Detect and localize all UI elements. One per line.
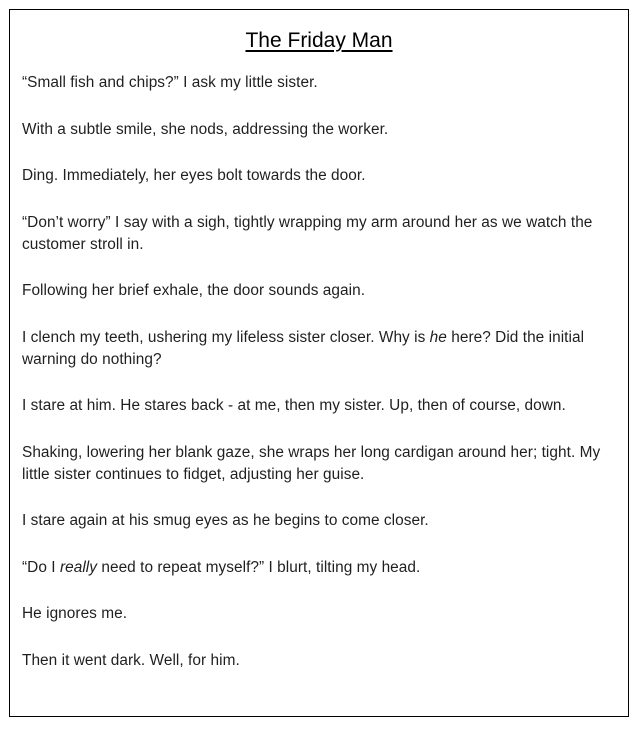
paragraph-text: I stare at him. He stares back - at me, then my sister. Up, then of course, down. — [22, 397, 566, 414]
paragraph-7 — [22, 395, 622, 417]
paragraph-text: I stare again at his smug eyes as he begins to come closer. — [22, 512, 429, 529]
emphasis-text: he — [429, 328, 447, 346]
paragraph-text: “Do I — [22, 558, 60, 576]
paragraph-text: I clench my teeth, ushering my lifeless sister closer. Why is — [22, 328, 430, 346]
document-frame — [9, 9, 629, 717]
paragraph-text: He ignores me. — [22, 605, 128, 622]
paragraph-text: Ding. Immediately, her eyes bolt towards the door. — [22, 167, 366, 184]
emphasis-text: really — [59, 558, 98, 576]
story-title: The Friday Man — [245, 29, 393, 52]
paragraph-11 — [22, 603, 622, 625]
paragraph-4 — [22, 212, 622, 256]
paragraph-5 — [22, 280, 622, 302]
paragraph-text: Then it went dark. Well, for him. — [22, 651, 240, 669]
paragraph-8 — [22, 442, 622, 486]
paragraph-2 — [22, 119, 622, 141]
paragraph-text: “Don’t worry” I say with a sigh, tightly wrapping my arm around her as we watch the customer stroll in. — [22, 213, 593, 253]
paragraph-10 — [22, 557, 622, 579]
paragraph-3 — [22, 165, 622, 187]
paragraph-1 — [22, 72, 622, 94]
paragraph-text: Shaking, lowering her blank gaze, she wraps her long cardigan around her; tight. My little sister continues to fidget, adjusting her guise. — [22, 443, 601, 483]
paragraph-12 — [22, 650, 622, 672]
paragraph-text: need to repeat myself?” I blurt, tilting my head. — [97, 558, 421, 576]
paragraph-text: “Small fish and chips?” I ask my little sister. — [22, 74, 318, 91]
paragraph-text: Following her brief exhale, the door sounds again. — [22, 282, 366, 299]
paragraph-6 — [22, 327, 622, 371]
paragraph-text: With a subtle smile, she nods, addressing the worker. — [22, 120, 389, 138]
story-body — [22, 72, 622, 696]
paragraph-9 — [22, 510, 622, 532]
paragraph-text: here? Did the initial warning do nothing? — [22, 328, 585, 368]
